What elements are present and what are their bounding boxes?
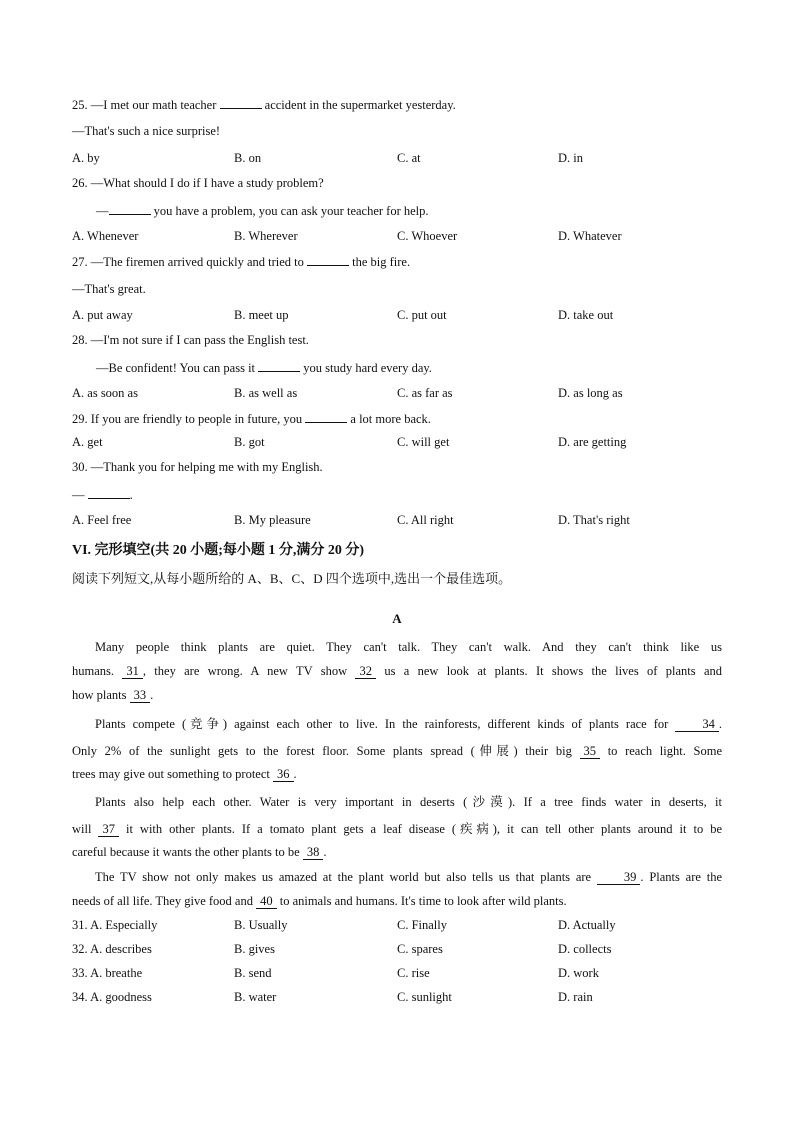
- question-25-options: [72, 151, 722, 167]
- blank-37[interactable]: 37: [98, 823, 119, 837]
- question-28-options: [72, 386, 722, 402]
- answer-blank: [109, 203, 151, 215]
- option-c[interactable]: C. Whoever: [397, 229, 458, 243]
- answer-blank: [88, 487, 130, 499]
- blank-35[interactable]: 35: [580, 745, 601, 759]
- option-c[interactable]: C. All right: [397, 513, 454, 527]
- passage-line: humans. 31 , they are wrong. A new TV show 32 us a new look at plants. It shows the lives of plants and: [72, 664, 723, 678]
- question-28-stem: 28. —I'm not sure if I can pass the English test.: [72, 333, 309, 347]
- passage-line: Many people think plants are quiet. They can't talk. They can't walk. And they can't think like us: [95, 640, 722, 654]
- blank-31[interactable]: 31: [122, 665, 143, 679]
- choice-row-34: [72, 990, 722, 1006]
- option-b[interactable]: B. water: [234, 990, 277, 1004]
- option-d[interactable]: D. Actually: [558, 918, 616, 932]
- option-b[interactable]: B. Usually: [234, 918, 288, 932]
- blank-32[interactable]: 32: [355, 665, 376, 679]
- answer-blank: [305, 411, 347, 423]
- passage-line: how plants 33 .: [72, 688, 154, 702]
- option-b[interactable]: B. Wherever: [234, 229, 298, 243]
- option-a[interactable]: 31. A. Especially: [72, 918, 158, 932]
- section-heading: VI. 完形填空(共 20 小题;每小题 1 分,满分 20 分): [72, 543, 365, 558]
- passage-line: careful because it wants the other plants to be 38 .: [72, 845, 327, 859]
- question-27-options: [72, 308, 722, 324]
- passage-line: The TV show not only makes us amazed at the plant world but also tells us that plants are 39 . Plants are the: [95, 870, 723, 884]
- passage-line: Only 2% of the sunlight gets to the forest floor. Some plants spread (伸展) their big 35 to reach light. Some: [72, 744, 722, 758]
- option-c[interactable]: C. put out: [397, 308, 447, 322]
- option-c[interactable]: C. as far as: [397, 386, 453, 400]
- option-b[interactable]: B. as well as: [234, 386, 298, 400]
- choice-row-32: [72, 942, 722, 958]
- option-d[interactable]: D. rain: [558, 990, 593, 1004]
- option-d[interactable]: D. work: [558, 966, 599, 980]
- passage-title: A: [392, 611, 402, 626]
- choice-row-31: [72, 918, 722, 934]
- option-d[interactable]: D. Whatever: [558, 229, 622, 243]
- option-a[interactable]: A. Whenever: [72, 229, 139, 243]
- question-26-stem: 26. —What should I do if I have a study problem?: [72, 176, 324, 190]
- answer-blank: [258, 360, 300, 372]
- option-d[interactable]: D. in: [558, 151, 583, 165]
- option-c[interactable]: C. at: [397, 151, 421, 165]
- option-a[interactable]: 32. A. describes: [72, 942, 152, 956]
- question-25-stem: 25. —I met our math teacher accident in the supermarket yesterday.: [72, 98, 456, 112]
- question-30-stem: 30. —Thank you for helping me with my English.: [72, 460, 323, 474]
- question-29-stem: 29. If you are friendly to people in future, you a lot more back.: [72, 412, 431, 426]
- blank-34[interactable]: 34: [675, 718, 719, 732]
- blank-36[interactable]: 36: [273, 768, 294, 782]
- option-a[interactable]: A. get: [72, 435, 103, 449]
- choice-row-33: [72, 966, 722, 982]
- option-a[interactable]: A. Feel free: [72, 513, 132, 527]
- option-c[interactable]: C. sunlight: [397, 990, 452, 1004]
- question-28-reply: —Be confident! You can pass it you study hard every day.: [96, 361, 432, 375]
- passage-line: will 37 it with other plants. If a tomato plant gets a leaf disease (疾病), it can tell other plants around it to be: [72, 822, 723, 836]
- passage-line: trees may give out something to protect 36 .: [72, 767, 297, 781]
- option-d[interactable]: D. collects: [558, 942, 612, 956]
- option-c[interactable]: C. rise: [397, 966, 430, 980]
- option-b[interactable]: B. on: [234, 151, 262, 165]
- blank-33[interactable]: 33: [130, 689, 151, 703]
- question-27-stem: 27. —The firemen arrived quickly and tried to the big fire.: [72, 255, 411, 269]
- answer-blank: [307, 254, 349, 266]
- section-instruction: 阅读下列短文,从每小题所给的 A、B、C、D 四个选项中,选出一个最佳选项。: [72, 571, 512, 586]
- question-27-reply: —That's great.: [72, 282, 146, 296]
- option-b[interactable]: B. got: [234, 435, 265, 449]
- option-d[interactable]: D. as long as: [558, 386, 623, 400]
- question-30-options: [72, 513, 722, 529]
- passage-line: Plants compete (竞争) against each other to live. In the rainforests, different kinds of plants race for 34 .: [95, 717, 722, 731]
- passage-line: Plants also help each other. Water is very important in deserts (沙漠). If a tree finds water in deserts, it: [95, 795, 722, 809]
- question-30-reply: — .: [72, 488, 133, 502]
- option-a[interactable]: 33. A. breathe: [72, 966, 143, 980]
- option-a[interactable]: A. as soon as: [72, 386, 138, 400]
- option-c[interactable]: C. spares: [397, 942, 443, 956]
- answer-blank: [220, 97, 262, 109]
- option-a[interactable]: A. put away: [72, 308, 133, 322]
- option-a[interactable]: A. by: [72, 151, 100, 165]
- option-b[interactable]: B. meet up: [234, 308, 289, 322]
- question-29-options: [72, 435, 722, 451]
- blank-39[interactable]: 39: [597, 871, 641, 885]
- option-c[interactable]: C. Finally: [397, 918, 448, 932]
- question-26-reply: — you have a problem, you can ask your teacher for help.: [96, 204, 429, 218]
- option-b[interactable]: B. My pleasure: [234, 513, 311, 527]
- option-d[interactable]: D. take out: [558, 308, 614, 322]
- blank-40[interactable]: 40: [256, 895, 277, 909]
- option-a[interactable]: 34. A. goodness: [72, 990, 152, 1004]
- option-b[interactable]: B. send: [234, 966, 272, 980]
- passage-line: needs of all life. They give food and 40 to animals and humans. It's time to look after wild plants.: [72, 894, 567, 908]
- blank-38[interactable]: 38: [303, 846, 324, 860]
- option-b[interactable]: B. gives: [234, 942, 275, 956]
- question-25-reply: —That's such a nice surprise!: [72, 124, 221, 138]
- option-c[interactable]: C. will get: [397, 435, 450, 449]
- question-26-options: [72, 229, 722, 245]
- option-d[interactable]: D. are getting: [558, 435, 627, 449]
- option-d[interactable]: D. That's right: [558, 513, 630, 527]
